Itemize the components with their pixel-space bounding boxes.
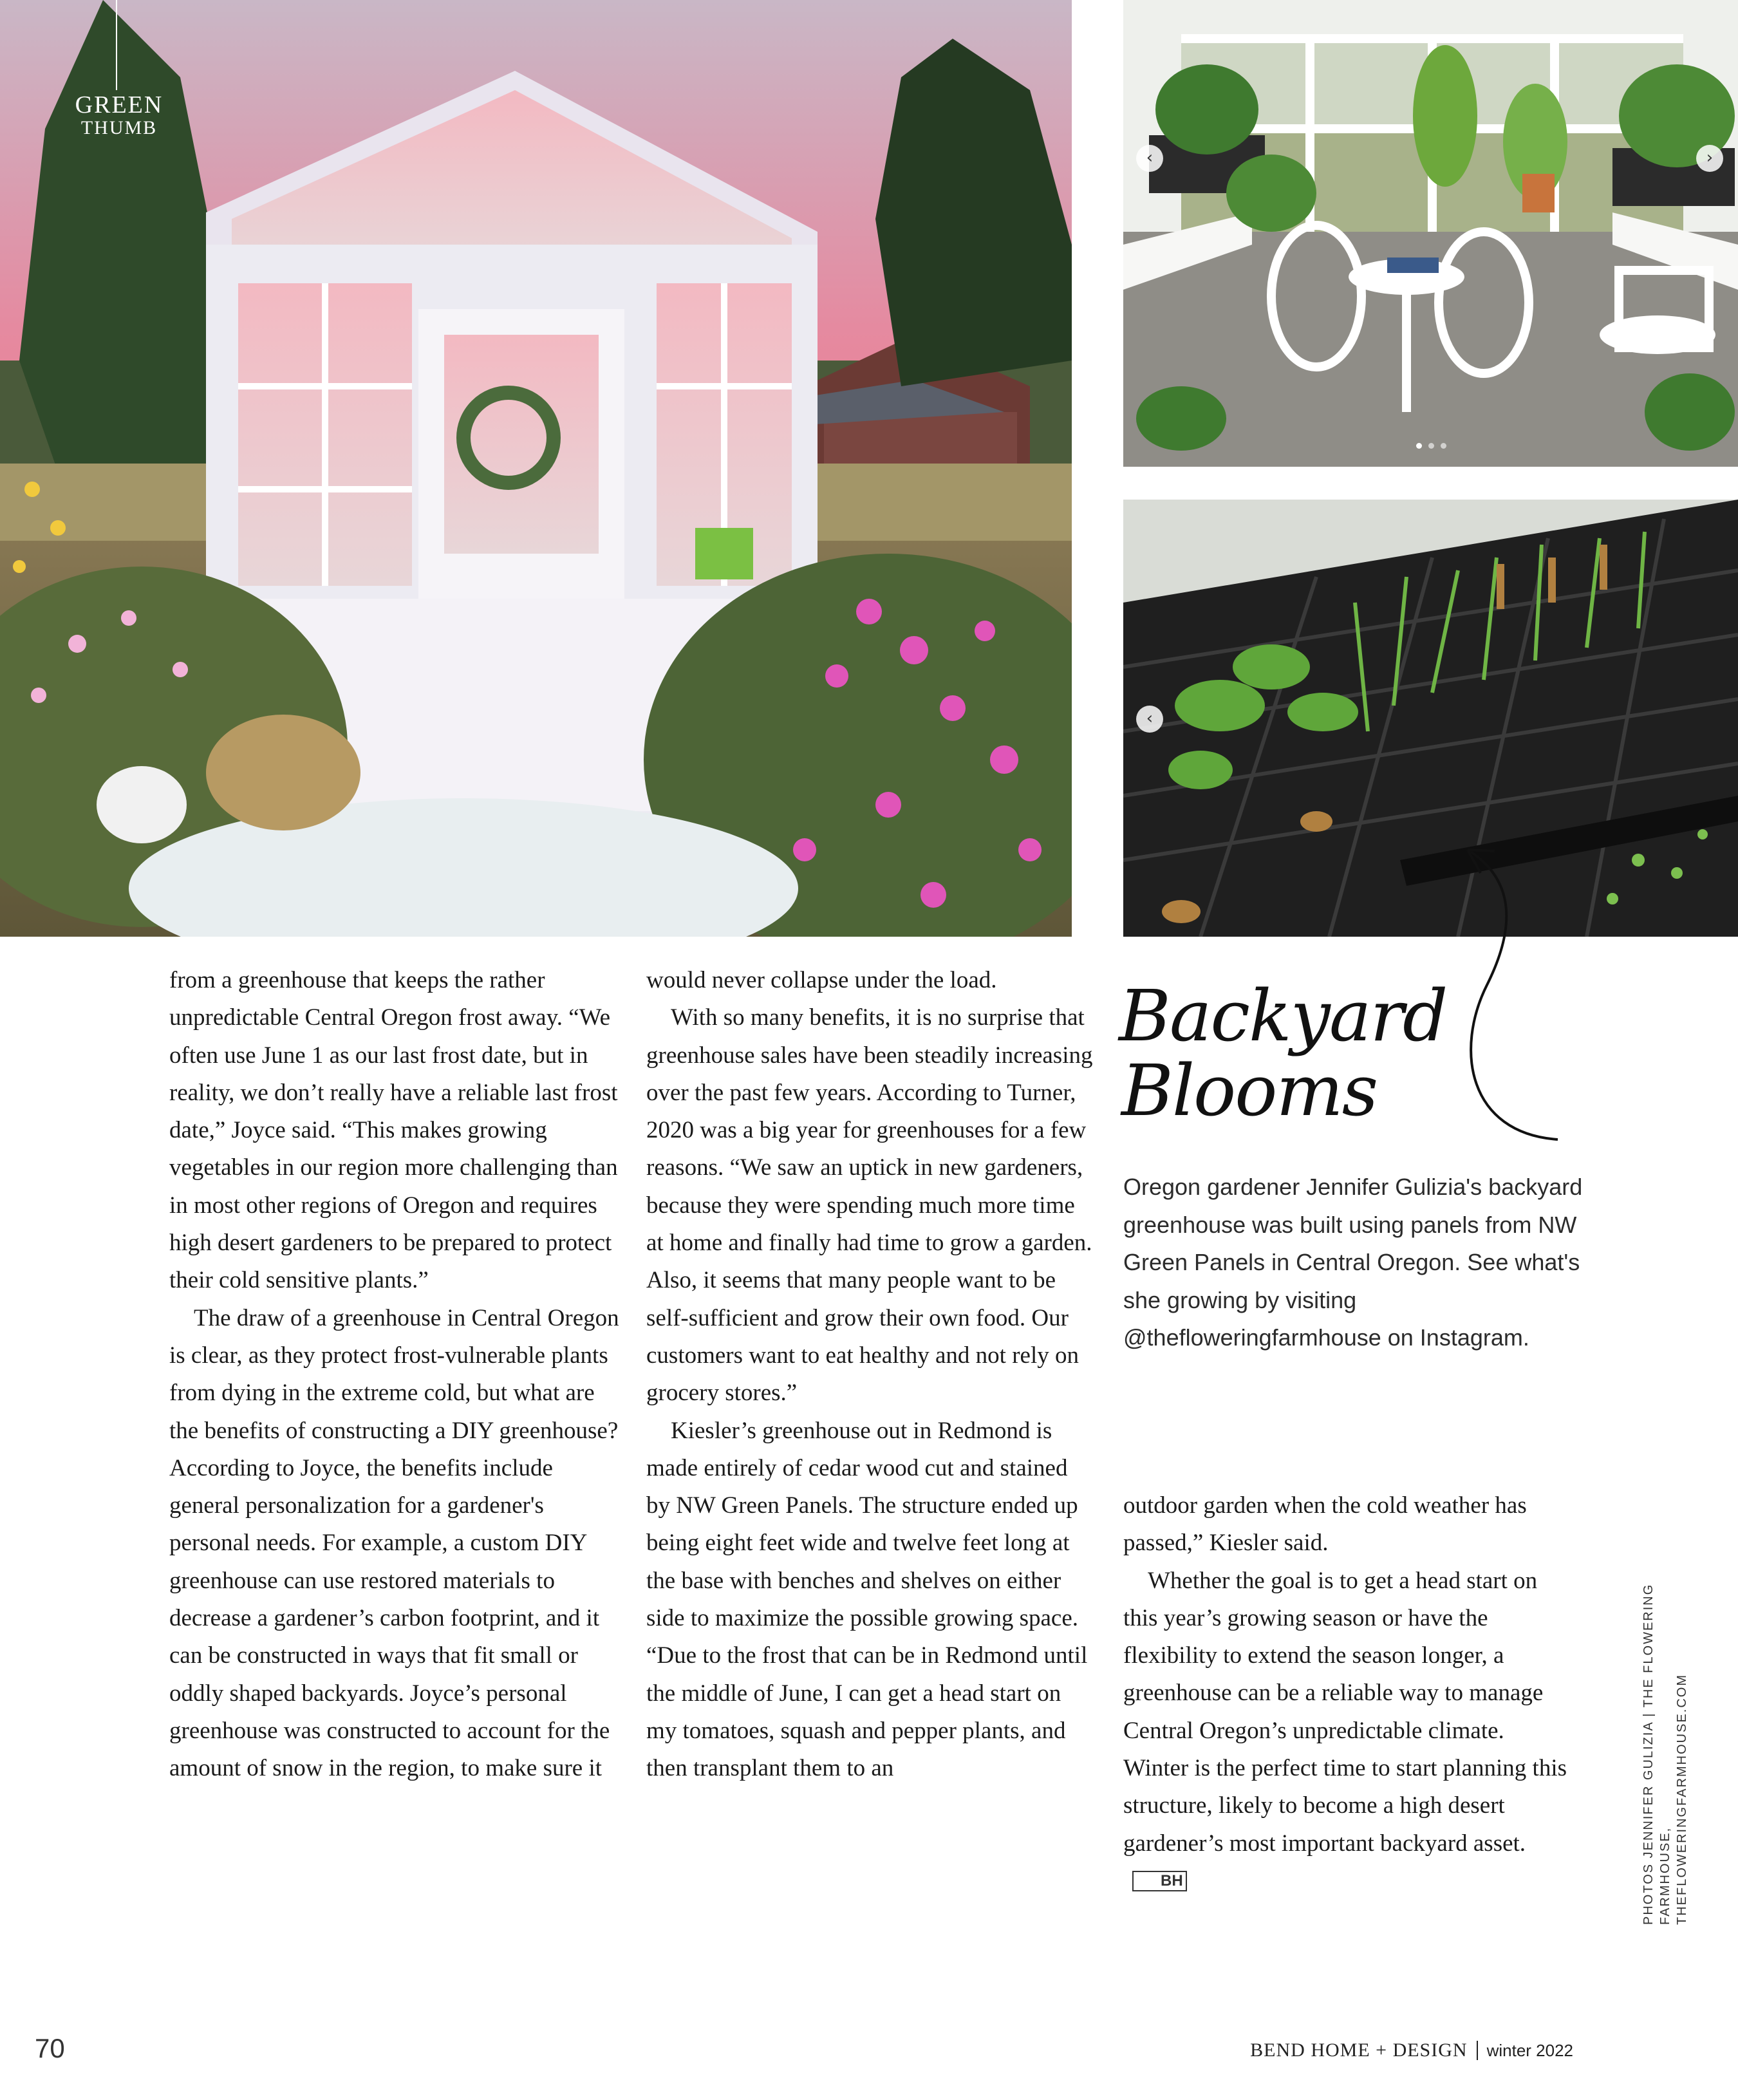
publication-name: BEND HOME + DESIGN	[1250, 2039, 1468, 2061]
article-column-1	[169, 962, 620, 1788]
page-number: 70	[35, 2033, 65, 2063]
article-paragraph: The draw of a greenhouse in Central Oregon is clear, as they protect frost-vulnerable plants from dying in the extreme cold, but what are the benefits of constructing a DIY greenhouse? According to Joyce, the benefits include general personalization for a gardener's personal needs. For example, a custom DIY greenhouse can use restored materials to decrease a gardener’s carbon footprint, and it can be constructed in ways that fit small or oddly shaped backyards. Joyce’s personal greenhouse was constructed to account for the amount of snow in the region, to make sure it	[169, 1304, 619, 1782]
seedling-trays-photo	[1123, 500, 1738, 937]
carousel-dots	[1416, 443, 1446, 449]
greenhouse-sunset-photo	[0, 0, 1072, 937]
article-column-3	[1123, 1487, 1574, 1900]
sidebar-caption: Oregon gardener Jennifer Gulizia's backyard greenhouse was built using panels from NW Green Panels in Central Oregon. See what's she growing by visiting @thefloweringfarmhouse on Instagram.	[1123, 1174, 1583, 1351]
article-paragraph: outdoor garden when the cold weather has passed,” Kiesler said.	[1123, 1492, 1527, 1557]
carousel-next-arrow[interactable]: ›	[1696, 145, 1723, 172]
section-tag-rule	[116, 0, 117, 90]
carousel-prev-arrow[interactable]: ‹	[1136, 706, 1163, 733]
carousel-dot[interactable]	[1441, 443, 1446, 449]
section-tag-line1: GREEN	[75, 91, 164, 118]
folio-divider	[1477, 2041, 1478, 2060]
carousel-dot[interactable]	[1428, 443, 1434, 449]
folio	[1250, 2039, 1573, 2061]
article-column-2	[646, 962, 1097, 1788]
sidebar-title-line1: Backyard	[1119, 975, 1447, 1057]
issue-date: winter 2022	[1486, 2040, 1573, 2060]
end-mark-icon: BH	[1132, 1871, 1187, 1891]
greenhouse-interior-photo	[1123, 0, 1738, 467]
article-paragraph-text: Whether the goal is to get a head start on this year’s growing season or have the flexibility to extend the season longer, a greenhouse can be a reliable way to manage Central Oregon’s unpredictable climate. Winter is the perfect time to start planning this structure, likely to become a high desert gardener’s most important backyard asset.	[1123, 1567, 1567, 1857]
carousel-prev-arrow[interactable]: ‹	[1136, 145, 1163, 172]
sidebar-title	[1119, 975, 1479, 1132]
article-paragraph: With so many benefits, it is no surprise that greenhouse sales have been steadily increasing over the past few years. According to Turner, 2020 was a big year for greenhouses for a few reasons. “We saw an uptick in new gardeners, because they were spending much more time at home and finally had time to grow a garden. Also, it seems that many people want to be self-sufficient and grow their own food. Our customers want to eat healthy and not rely on grocery stores.”	[646, 1004, 1093, 1407]
article-paragraph: from a greenhouse that keeps the rather unpredictable Central Oregon frost away. “We often use June 1 as our last frost date, but in reality, we don’t really have a reliable last frost date,” Joyce said. “This makes growing vegetables in our region more challenging than in most other regions of Oregon and requires high desert gardeners to be prepared to protect their cold sensitive plants.”	[169, 967, 618, 1294]
photo-credit-line2: THEFLOWERINGFARMHOUSE.COM	[1675, 1673, 1689, 1925]
carousel-dot[interactable]	[1416, 443, 1422, 449]
section-tag	[71, 93, 167, 140]
article-paragraph: would never collapse under the load.	[646, 967, 997, 993]
article-paragraph-final	[1123, 1562, 1574, 1900]
section-tag-line2: THUMB	[80, 117, 158, 138]
sidebar-title-line2: Blooms	[1121, 1049, 1378, 1132]
photo-credit-line1: PHOTOS JENNIFER GULIZIA | THE FLOWERING FARMHOUSE,	[1641, 1583, 1672, 1925]
article-paragraph: Kiesler’s greenhouse out in Redmond is made entirely of cedar wood cut and stained by NW Green Panels. The structure ended up being eight feet wide and twelve feet long at the base with benches and shelves on either side to maximize the possible growing space. “Due to the frost that can be in Redmond until the middle of June, I can get a head start on my tomatoes, squash and pepper plants, and then transplant them to an	[646, 1417, 1088, 1782]
photo-credit	[1640, 1513, 1690, 1925]
